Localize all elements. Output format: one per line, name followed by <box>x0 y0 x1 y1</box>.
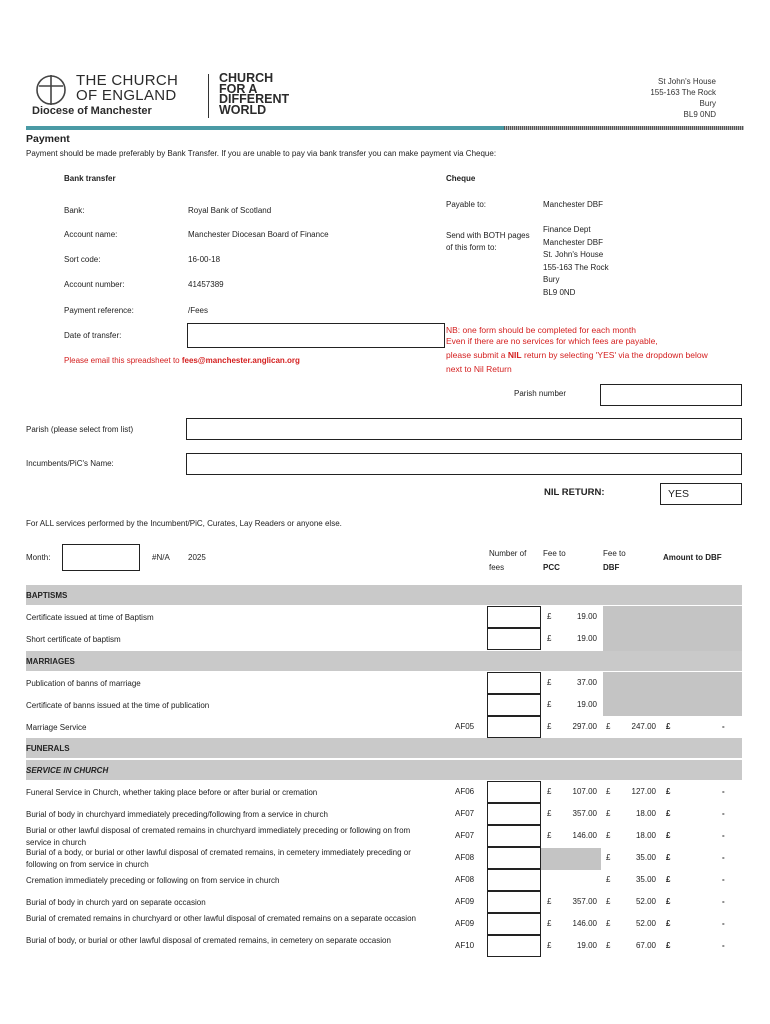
currency-symbol: £ <box>547 897 552 906</box>
col-dbf-line: DBF <box>603 563 620 572</box>
currency-symbol: £ <box>666 853 671 862</box>
address-line: Bury <box>699 99 716 108</box>
header-bar-dotted <box>504 126 744 130</box>
nil-return-label: NIL RETURN: <box>544 487 605 498</box>
currency-symbol: £ <box>666 875 671 884</box>
amount-to-dbf: - <box>722 919 725 928</box>
fee-description: Burial of body in churchyard immediately preceding/following from a service in church <box>26 810 328 819</box>
send-address-line: Bury <box>543 275 560 285</box>
send-address-line: Finance Dept <box>543 225 591 234</box>
fee-to-pcc: 19.00 <box>576 612 597 621</box>
fee-description: Marriage Service <box>26 723 87 732</box>
currency-symbol: £ <box>547 634 552 643</box>
payable-to-label: Payable to: <box>446 200 487 209</box>
send-label-line: of this form to: <box>446 243 497 252</box>
send-address-line: Manchester DBF <box>543 237 604 247</box>
amount-to-dbf: - <box>722 809 725 818</box>
logo-b-line: CHURCH <box>219 71 274 85</box>
header-bar <box>26 126 504 130</box>
currency-symbol: £ <box>606 787 611 796</box>
fee-description: Certificate issued at time of Baptism <box>26 613 154 622</box>
church-of-england-logo <box>30 72 210 120</box>
fee-code: AF08 <box>455 853 475 862</box>
nil-return-value: YES <box>668 488 690 500</box>
col-number-line: fees <box>489 563 505 572</box>
fee-to-dbf: 18.00 <box>635 809 656 818</box>
fee-to-dbf: 52.00 <box>635 919 656 928</box>
currency-symbol: £ <box>666 831 671 840</box>
month-label: Month: <box>26 553 51 562</box>
fee-description: Funeral Service in Church, whether taking place before or after burial or cremation <box>26 788 318 797</box>
currency-symbol: £ <box>606 919 611 928</box>
number-of-fees-input[interactable] <box>487 891 541 913</box>
fee-code: AF08 <box>455 875 475 884</box>
send-address-line: BL9 0ND <box>543 287 576 297</box>
currency-symbol: £ <box>547 831 552 840</box>
address-line: BL9 0ND <box>683 110 716 119</box>
col-dbf-line: Fee to <box>603 549 626 558</box>
fee-to-dbf: 52.00 <box>635 897 656 906</box>
parish-number-input[interactable] <box>600 384 742 406</box>
fee-description: Burial of cremated remains in churchyard or other lawful disposal of cremated remains on a separate occasion <box>26 914 416 923</box>
address-line: 155-163 The Rock <box>650 88 716 97</box>
fee-code: AF09 <box>455 919 475 928</box>
send-address <box>543 224 609 300</box>
currency-symbol: £ <box>666 919 671 928</box>
nb-note <box>446 325 708 375</box>
number-of-fees-input[interactable] <box>487 716 541 738</box>
marriages-band <box>26 651 742 671</box>
church-for-a-different-world-logo <box>219 73 289 115</box>
fee-description: Certificate of banns issued at the time of publication <box>26 701 210 710</box>
number-of-fees-input[interactable] <box>487 913 541 935</box>
account-name-label: Account name: <box>64 230 118 239</box>
currency-symbol: £ <box>547 612 552 621</box>
bank-label: Bank: <box>64 206 85 215</box>
currency-symbol: £ <box>547 700 552 709</box>
fee-to-pcc: 19.00 <box>576 941 597 950</box>
marriages-heading: MARRIAGES <box>26 657 75 666</box>
date-of-transfer-input[interactable] <box>187 323 445 348</box>
incumbent-label: Incumbents/PiC's Name: <box>26 459 114 468</box>
currency-symbol: £ <box>666 941 671 950</box>
number-of-fees-input[interactable] <box>487 628 541 650</box>
number-of-fees-input[interactable] <box>487 672 541 694</box>
sort-code-label: Sort code: <box>64 255 101 264</box>
currency-symbol: £ <box>547 722 552 731</box>
number-of-fees-input[interactable] <box>487 935 541 957</box>
fee-to-dbf: 247.00 <box>631 722 656 731</box>
fee-to-pcc: 146.00 <box>572 831 597 840</box>
service-in-church-band <box>26 760 742 780</box>
address-line: St John's House <box>657 77 716 86</box>
fee-description: Cremation immediately preceding or following on from service in church <box>26 876 280 885</box>
number-of-fees-input[interactable] <box>487 781 541 803</box>
nb-line3a: please submit a <box>446 350 506 360</box>
number-of-fees-input[interactable] <box>487 825 541 847</box>
logo-line2: OF ENGLAND <box>76 87 177 104</box>
payment-intro: Payment should be made preferably by Bank Transfer. If you are unable to pay via bank transfer you can make payment via Cheque: <box>26 149 497 158</box>
send-address-line: 155-163 The Rock <box>543 262 609 272</box>
send-label-line: Send with BOTH pages <box>446 231 530 240</box>
number-of-fees-input[interactable] <box>487 869 541 891</box>
currency-symbol: £ <box>666 722 671 731</box>
currency-symbol: £ <box>547 678 552 687</box>
currency-symbol: £ <box>547 787 552 796</box>
nb-line3 <box>446 350 708 361</box>
col-pcc-line: PCC <box>543 563 560 572</box>
col-fee-to-dbf <box>603 547 626 575</box>
currency-symbol: £ <box>547 941 552 950</box>
send-address-line: St. John's House <box>543 250 604 260</box>
payment-reference-label: Payment reference: <box>64 306 134 315</box>
fee-to-pcc: 107.00 <box>572 787 597 796</box>
fee-to-pcc: 19.00 <box>576 700 597 709</box>
fee-code: AF05 <box>455 722 475 731</box>
currency-symbol: £ <box>606 831 611 840</box>
email-link[interactable]: fees@manchester.anglican.org <box>181 356 300 365</box>
fee-description: Burial of body, or burial or other lawful disposal of cremated remains, in cemetery on separate occasion <box>26 936 391 945</box>
logo-b-line: FOR A <box>219 81 258 96</box>
col-pcc-line: Fee to <box>543 549 566 558</box>
currency-symbol: £ <box>547 809 552 818</box>
fee-code: AF07 <box>455 831 475 840</box>
fee-to-pcc: 37.00 <box>576 678 597 687</box>
bank-transfer-heading: Bank transfer <box>64 174 116 183</box>
dbf-blocked-baptisms <box>603 606 742 651</box>
cross-emblem-icon <box>34 73 68 107</box>
fee-to-dbf: 67.00 <box>635 941 656 950</box>
fee-to-pcc: 19.00 <box>576 634 597 643</box>
amount-to-dbf: - <box>722 875 725 884</box>
fee-to-pcc: 357.00 <box>572 897 597 906</box>
currency-symbol: £ <box>606 875 611 884</box>
currency-symbol: £ <box>547 919 552 928</box>
parish-number-label: Parish number <box>514 389 567 398</box>
col-fee-to-pcc <box>543 547 566 575</box>
nil-return-select[interactable] <box>660 483 742 505</box>
year-value: 2025 <box>188 553 206 562</box>
currency-symbol: £ <box>666 897 671 906</box>
currency-symbol: £ <box>606 853 611 862</box>
fee-description: Publication of banns of marriage <box>26 679 141 688</box>
col-amount-to-dbf: Amount to DBF <box>663 553 722 562</box>
nb-nil: NIL <box>507 350 522 360</box>
email-note-text: Please email this spreadsheet to <box>64 356 180 365</box>
nb-line2: Even if there are no services for which fees are payable, <box>446 336 658 346</box>
parish-select[interactable] <box>186 418 742 440</box>
fee-to-dbf: 127.00 <box>631 787 656 796</box>
fee-code: AF06 <box>455 787 475 796</box>
month-select[interactable] <box>62 544 140 571</box>
bank-value: Royal Bank of Scotland <box>188 206 272 215</box>
currency-symbol: £ <box>606 809 611 818</box>
nb-line3c: return by selecting 'YES' via the dropdown below <box>524 350 708 360</box>
dbf-blocked-marriages <box>603 672 742 716</box>
sort-code-value: 16-00-18 <box>188 255 221 264</box>
fee-code: AF10 <box>455 941 475 950</box>
fee-to-pcc: 357.00 <box>572 809 597 818</box>
account-number-label: Account number: <box>64 280 125 289</box>
logo-divider <box>208 74 209 118</box>
amount-to-dbf: - <box>722 787 725 796</box>
logo-b-line: WORLD <box>219 102 267 117</box>
amount-to-dbf: - <box>722 941 725 950</box>
fee-description: Burial or other lawful disposal of cremated remains in churchyard immediately preceding or following on from service in church <box>26 826 411 847</box>
fee-code: AF09 <box>455 897 475 906</box>
payment-title: Payment <box>26 133 70 145</box>
fee-to-dbf: 18.00 <box>635 831 656 840</box>
date-of-transfer-label: Date of transfer: <box>64 331 122 340</box>
amount-to-dbf: - <box>722 831 725 840</box>
amount-to-dbf: - <box>722 722 725 731</box>
number-of-fees-input[interactable] <box>487 694 541 716</box>
number-of-fees-input[interactable] <box>487 606 541 628</box>
logo-line1: THE CHURCH <box>76 72 179 89</box>
currency-symbol: £ <box>606 722 611 731</box>
fee-description: Burial of a body, or burial or other lawful disposal of cremated remains, in cemetery immediately preceding or following on from service in church <box>26 848 411 869</box>
fee-to-dbf: 35.00 <box>635 853 656 862</box>
fee-to-dbf: 35.00 <box>635 875 656 884</box>
currency-symbol: £ <box>606 941 611 950</box>
nb-line4: next to Nil Return <box>446 364 512 374</box>
col-number-of-fees <box>489 547 526 575</box>
services-intro: For ALL services performed by the Incumbent/PiC, Curates, Lay Readers or anyone else. <box>26 519 342 528</box>
logo-b-line: DIFFERENT <box>219 92 290 106</box>
email-note <box>64 356 300 365</box>
fee-to-pcc: 146.00 <box>572 919 597 928</box>
currency-symbol: £ <box>666 787 671 796</box>
send-with-label <box>446 230 530 254</box>
baptisms-heading: BAPTISMS <box>26 591 68 600</box>
baptisms-band <box>26 585 742 605</box>
amount-to-dbf: - <box>722 897 725 906</box>
diocese-address <box>650 76 716 120</box>
amount-to-dbf: - <box>722 853 725 862</box>
fee-code: AF07 <box>455 809 475 818</box>
pcc-blocked <box>541 848 601 870</box>
incumbent-name-input[interactable] <box>186 453 742 475</box>
fee-description: Short certificate of baptism <box>26 635 121 644</box>
account-number-value: 41457389 <box>188 280 224 289</box>
parish-label: Parish (please select from list) <box>26 425 134 434</box>
month-na: #N/A <box>152 553 170 562</box>
service-in-church-heading: SERVICE IN CHURCH <box>26 766 109 775</box>
fee-to-pcc: 297.00 <box>572 722 597 731</box>
funerals-heading: FUNERALS <box>26 744 70 753</box>
logo-line3: Diocese of Manchester <box>32 105 152 117</box>
payment-reference-value: /Fees <box>188 306 209 315</box>
cheque-heading: Cheque <box>446 174 476 183</box>
number-of-fees-input[interactable] <box>487 847 541 869</box>
currency-symbol: £ <box>666 809 671 818</box>
funerals-band <box>26 738 742 758</box>
fee-description: Burial of body in church yard on separate occasion <box>26 898 206 907</box>
account-name-value: Manchester Diocesan Board of Finance <box>188 230 329 239</box>
col-number-line: Number of <box>489 549 527 558</box>
nb-line1: NB: one form should be completed for each month <box>446 325 636 335</box>
number-of-fees-input[interactable] <box>487 803 541 825</box>
payable-to-value: Manchester DBF <box>543 200 604 209</box>
currency-symbol: £ <box>606 897 611 906</box>
